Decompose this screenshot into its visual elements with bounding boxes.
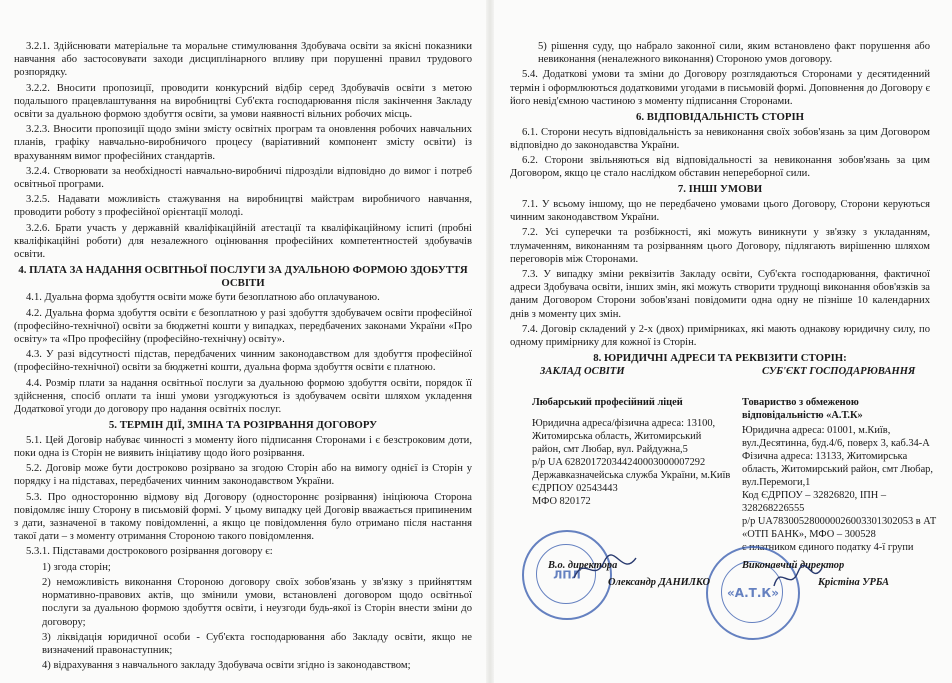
- stamp-b-text: «А.Т.К»: [727, 586, 779, 600]
- party-b-signature-title: Виконавчий директор: [742, 560, 845, 571]
- paragraph: 3.2.1. Здійснювати матеріальне та моральне стимулювання Здобувача освіти за якісні показники навчання або застосовувати заходи дисциплінарного впливу при порушенні правил трудового розпорядку.: [14, 41, 472, 79]
- requisite-line: р/р UA 628201720344240003000007292: [532, 457, 706, 468]
- requisite-line: Юридична адреса: 01001, м.Київ, вул.Десятинна, буд.4/6, поверх 3, каб.34-А: [742, 425, 930, 449]
- paragraph: 4.4. Розмір плати за надання освітньої послуги за дуальною формою здобуття освіти, порядок її здійснення, спосіб оплати та інші умови узгоджуються із здобувачем освіти шляхом укладення Додаткової угоди до договору про надання освітніх послуг.: [14, 377, 472, 416]
- paragraph: 4.3. У разі відсутності підстав, передбачених чинним законодавством для здобуття професійної (професійно-технічної) освіти за бюджетні кошти, дуальна форма здобуття освіти є платною.: [14, 349, 472, 374]
- right-column: [510, 40, 930, 367]
- paragraph: 3.2.2. Вносити пропозиції, проводити конкурсний відбір серед Здобувачів освіти з метою подальшого працевлаштування на виробництві Суб'єкта господарювання після закінчення Закладу освіти за дуальною формою здобуття освіти, за умови наявності вільних робочих місць.: [14, 82, 472, 121]
- paragraph: 3.2.6. Брати участь у державній кваліфікаційній атестації та кваліфікаційному іспиті (пробні кваліфікаційні роботи) для незалежного оцінювання професійних компетентностей здобувачів освіти.: [14, 222, 472, 261]
- paragraph: 4.1. Дуальна форма здобуття освіти може бути безоплатною або оплачуваною.: [26, 292, 380, 304]
- requisite-line: Фізична адреса: 13133, Житомирська область, Житомирський район, смт Любар, вул.Перемоги,1: [742, 451, 933, 488]
- stamp-a-text: ЛПЛ: [553, 568, 581, 582]
- requisite-line: МФО 820172: [532, 496, 591, 507]
- party-b-signature-name: Крістіна УРБА: [818, 577, 890, 588]
- paragraph: 5.1. Цей Договір набуває чинності з моменту його підписання Сторонами і є безстроковим доти, поки одна із Сторін не виявить ініціативу щодо його розірвання.: [14, 434, 472, 460]
- list-item: 4) відрахування з навчального закладу Здобувача освіти згідно із законодавством;: [42, 660, 411, 672]
- requisite-line: Державказначейська служба України, м.Київ: [532, 470, 731, 481]
- paragraph: 5.3.1. Підставами дострокового розірвання договору є:: [26, 546, 273, 558]
- party-a-requisites: [532, 396, 732, 508]
- paragraph: 5.4. Додаткові умови та зміни до Договору розглядаються Сторонами у десятиденний термін і оформлюються додатковими угодами в письмовій формі. Доповнення до Договору є його невід'ємною частиною з моменту підписання Сторонами.: [510, 69, 930, 107]
- signature-b-scribble: [770, 560, 826, 596]
- list-item: 3) ліквідація юридичної особи - Суб'єкта господарювання або Закладу освіти, якщо не визначений правонаступник;: [42, 631, 472, 656]
- paragraph: 3.2.3. Вносити пропозиції щодо зміни змісту освітніх програм та оновлення робочих навчальних планів, графіку навчально-виробничого процесу (варіативний компонент змісту освіти) із врахуванням вимог професійних стандартів.: [14, 124, 472, 162]
- section-heading: 5. ТЕРМІН ДІЇ, ЗМІНА ТА РОЗІРВАННЯ ДОГОВОРУ: [108, 419, 378, 432]
- paragraph: 4.2. Дуальна форма здобуття освіти є безоплатною у разі здобуття здобувачем освіти професійної (професійно-технічної) освіти за бюджетні кошти у випадках, передбачених законами України «Про освіту» та «Про професійну (професійно-технічну) освіту».: [14, 307, 472, 346]
- paragraph: 6.2. Сторони звільняються від відповідальності за невиконання зобов'язань за цим Договором, якщо це стало наслідком обставин непереборної сили.: [510, 155, 930, 180]
- section-heading: 7. ІНШІ УМОВИ: [677, 183, 763, 196]
- page-gutter: [486, 0, 494, 683]
- party-b-name: Товариство з обмеженою відповідальністю «А.Т.К»: [742, 397, 863, 421]
- paragraph: 7.2. Усі суперечки та розбіжності, які можуть виникнути у зв'язку з укладанням, тлумаченням, виконанням та розірванням цього Договору, підлягають вирішенню шляхом переговорів між Сторонами.: [510, 227, 930, 265]
- section-heading: 8. ЮРИДИЧНІ АДРЕСИ ТА РЕКВІЗИТИ СТОРІН:: [593, 352, 847, 365]
- left-column: [14, 40, 472, 674]
- party-b-requisites: [742, 396, 942, 554]
- paragraph: 7.4. Договір складений у 2-х (двох) примірниках, які мають однакову юридичну силу, по одному примірнику для кожної із Сторін.: [510, 323, 930, 349]
- requisite-line: є платником єдиного податку 4-ї групи: [742, 542, 914, 553]
- paragraph: 3.2.4. Створювати за необхідності навчально-виробничі підрозділи відповідно до вимог і потреб освітньої програми.: [14, 165, 472, 191]
- list-item: 5) рішення суду, що набрало законної сили, яким встановлено факт порушення або невиконання (неналежного виконання) Стороною умов договору.: [538, 41, 930, 66]
- paragraph: 5.3. Про односторонню відмову від Договору (одностороннє розірвання) ініціююча Сторона повідомляє іншу Сторону в письмовій формі. У цьому випадку цей Договір вважається припиненим з дати, зазначеної в такому повідомленні, а якщо це повідомлення було отримано після настання такої дати – з моменту отримання Стороною такого повідомлення.: [14, 491, 472, 543]
- list-item: 2) неможливість виконання Стороною договору своїх зобов'язань у зв'язку з прийняттям нормативно-правових актів, що змінили умови, встановлені договором щодо освітньої послуги за дуальною формою здобуття освіти, і неузгоди будь-якої із Сторін внести зміни до договору;: [42, 576, 472, 628]
- party-a-signature-title: В.о. директора: [548, 560, 618, 571]
- party-a-signature-name: Олександр ДАНИЛКО: [608, 577, 710, 588]
- requisite-line: Юридична адреса/фізична адреса: 13100, Житомирська область, Житомирський район, смт Любар, вул. Райдужна,5: [532, 418, 716, 455]
- party-a-header: ЗАКЛАД ОСВІТИ: [540, 366, 625, 377]
- requisite-line: р/р UA783005280000026003301302053 в АТ «ОТП БАНК», МФО – 300528: [742, 516, 937, 540]
- section-heading: 6. ВІДПОВІДАЛЬНІСТЬ СТОРІН: [635, 111, 805, 124]
- paragraph: 7.1. У всьому іншому, що не передбачено умовами цього Договору, Сторони керуються чинним законодавством України.: [510, 199, 930, 224]
- paragraph: 5.2. Договір може бути достроково розірвано за згодою Сторін або на вимогу однієї із Сторін у порядку і на підставах, передбачених чинним законодавством України.: [14, 463, 472, 488]
- paragraph: 3.2.5. Надавати можливість стажування на виробництві майстрам виробничого навчання, проводити роботу з професійної орієнтації молоді.: [14, 194, 472, 219]
- paragraph: 7.3. У випадку зміни реквізитів Закладу освіти, Суб'єкта господарювання, фактичної адреси Здобувача освіти, інших змін, які можуть створити труднощі виконання обов'язків за даним Договором Сторони зобов'язані повідомити одна одну не пізніше 10 календарних днів з моменту цих змін.: [510, 269, 930, 320]
- requisite-line: ЄДРПОУ 02543443: [532, 483, 618, 494]
- requisite-line: Код ЄДРПОУ – 32826820, ІПН – 328268226555: [742, 490, 887, 514]
- party-a-name: Любарський професійний ліцей: [532, 397, 683, 408]
- signature-a-scribble: [570, 548, 640, 588]
- list-item: 1) згода сторін;: [42, 561, 111, 573]
- paragraph: 6.1. Сторони несуть відповідальність за невиконання своїх зобов'язань за цим Договором відповідно до законодавства України.: [510, 126, 930, 151]
- section-heading: 4. ПЛАТА ЗА НАДАННЯ ОСВІТНЬОЇ ПОСЛУГИ ЗА ДУАЛЬНОЮ ФОРМОЮ ЗДОБУТТЯ ОСВІТИ: [18, 264, 468, 289]
- party-b-header: СУБ'ЄКТ ГОСПОДАРЮВАННЯ: [762, 366, 916, 377]
